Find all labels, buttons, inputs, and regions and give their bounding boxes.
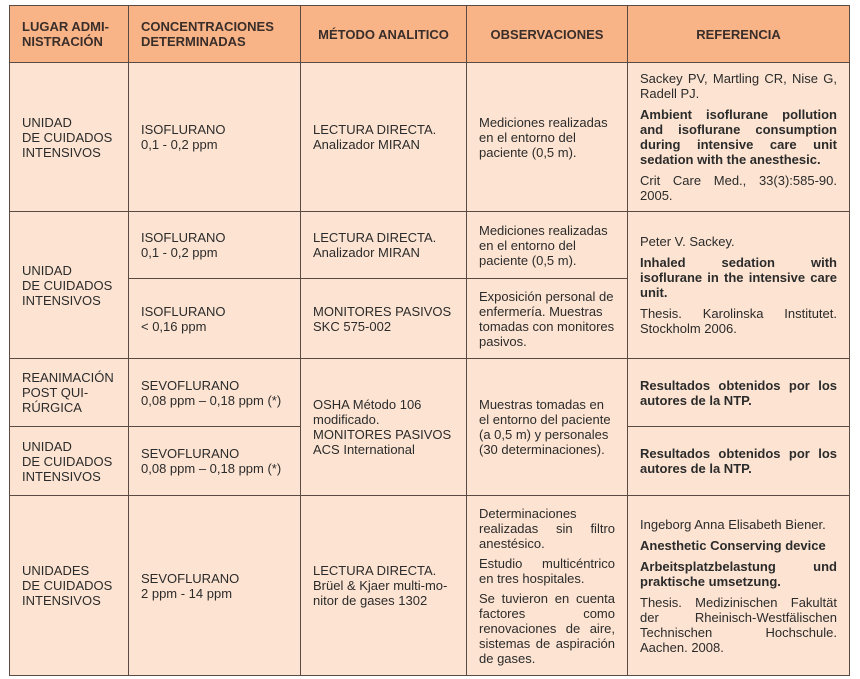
text-line: Analizador MIRAN (313, 137, 420, 152)
text-line: RÚRGICA (22, 400, 82, 415)
text-line: 0,1 - 0,2 ppm (141, 137, 218, 152)
table-row (10, 496, 850, 676)
header-conc-line: DETERMINADAS (141, 34, 246, 49)
ref-authors: Sackey PV, Martling CR, Nise G, Radell PJ. (640, 71, 837, 101)
text-line: MONITORES PASIVOS (313, 303, 452, 319)
obs-paragraph: Se tuvieron en cuenta factores como renovaciones de aire, sistemas de aspiración de gases. (479, 590, 615, 666)
ref-source: Thesis. Karolinska Institutet. Stockholm 2006. (640, 306, 837, 336)
text-line: LECTURA DIRECTA. (313, 122, 437, 137)
text-line: LECTURA DIRECTA. (313, 230, 437, 245)
ref-subtitle: Arbeitsplatzbelastung und praktische umsetzung. (640, 558, 837, 589)
cell-lugar (10, 63, 129, 212)
text-line: UNIDAD (22, 438, 72, 454)
table-row (10, 359, 850, 427)
text-line: 0,1 - 0,2 ppm (141, 245, 218, 260)
ref-title: Inhaled sedation with isoflurane in the intensive care unit. (640, 255, 837, 300)
text-line: Brüel & Kjaer multi-mo- (313, 578, 448, 593)
cell-lugar (10, 212, 129, 359)
cell-referencia (628, 212, 850, 359)
ref-title: Resultados obtenidos por los autores de la NTP. (640, 377, 837, 408)
text-line: ACS International (313, 442, 415, 457)
cell-referencia (628, 427, 850, 496)
text-line: ISOFLURANO (141, 230, 226, 245)
ref-source: Thesis. Medizinischen Fakultät der Rheinisch-Westfälischen Technischen Hochschule. Aachen. 2008. (640, 594, 837, 655)
text-line: INTENSIVOS (22, 468, 101, 484)
cell-lugar (10, 496, 129, 676)
header-concentraciones (129, 6, 301, 63)
header-referencia: REFERENCIA (628, 6, 850, 63)
cell-metodo (301, 279, 467, 359)
cell-concentracion (129, 212, 301, 279)
text-line: ISOFLURANO (141, 303, 226, 319)
cell-concentracion (129, 427, 301, 496)
cell-lugar (10, 359, 129, 427)
text-line: INTENSIVOS (22, 144, 101, 160)
ref-authors: Peter V. Sackey. (640, 234, 735, 249)
cell-referencia (628, 496, 850, 676)
cell-lugar (10, 427, 129, 496)
text-line: MONITORES PASIVOS (313, 427, 452, 442)
text-line: DE CUIDADOS (22, 578, 113, 593)
text-line: LECTURA DIRECTA. (313, 563, 437, 578)
text-line: UNIDAD (22, 114, 72, 130)
cell-observaciones: Exposición personal de enfermería. Muestras tomadas con monitores pasivos. (467, 279, 628, 359)
text-line: ISOFLURANO (141, 122, 226, 137)
ref-title: Ambient isoflurane pollution and isoflurane consumption during intensive care unit sedation with the anesthesic. (640, 107, 837, 167)
text-line: POST QUI- (22, 385, 89, 400)
cell-metodo (301, 63, 467, 212)
cell-concentracion (129, 279, 301, 359)
text-line: INTENSIVOS (22, 292, 101, 308)
header-observaciones: OBSERVACIONES (467, 6, 628, 63)
header-lugar-line: LUGAR ADMI- (22, 19, 109, 34)
cell-metodo (301, 212, 467, 279)
text-line: SKC 575-002 (313, 318, 392, 334)
cell-observaciones (467, 496, 628, 676)
cell-referencia (628, 63, 850, 212)
cell-concentracion (129, 359, 301, 427)
header-conc-line: CONCENTRACIONES (141, 19, 274, 34)
text-line: DE CUIDADOS (22, 277, 113, 293)
cell-concentracion (129, 496, 301, 676)
ref-authors: Ingeborg Anna Elisabeth Biener. (640, 516, 826, 532)
cell-concentracion (129, 63, 301, 212)
text-line: 0,08 ppm – 0,18 ppm (*) (141, 392, 282, 408)
cell-observaciones: Muestras tomadas en el entorno del paciente (a 0,5 m) y personales (30 determinaciones). (467, 359, 628, 496)
text-line: UNIDADES (22, 563, 90, 578)
header-lugar-line: NISTRACIÓN (22, 34, 103, 49)
ref-title: Anesthetic Conserving device (640, 537, 826, 553)
obs-paragraph: Determinaciones realizadas sin filtro anestésico. (479, 505, 615, 551)
cell-observaciones: Mediciones realizadas en el entorno del paciente (0,5 m). (467, 63, 628, 212)
exposure-table (9, 5, 850, 676)
text-line: DE CUIDADOS (22, 453, 113, 469)
header-metodo: MÉTODO ANALITICO (301, 6, 467, 63)
obs-paragraph: Estudio multicéntrico en tres hospitales. (479, 555, 615, 586)
text-line: < 0,16 ppm (141, 318, 207, 334)
text-line: SEVOFLURANO (141, 446, 240, 461)
text-line: nitor de gases 1302 (313, 593, 428, 608)
text-line: modificado. (313, 412, 380, 427)
text-line: Analizador MIRAN (313, 245, 420, 260)
text-line: 2 ppm - 14 ppm (141, 585, 233, 601)
cell-metodo (301, 496, 467, 676)
text-line: 0,08 ppm – 0,18 ppm (*) (141, 461, 282, 476)
text-line: OSHA Método 106 (313, 397, 422, 412)
cell-observaciones: Mediciones realizadas en el entorno del paciente (0,5 m). (467, 212, 628, 279)
ref-title: Resultados obtenidos por los autores de la NTP. (640, 446, 837, 476)
text-line: SEVOFLURANO (141, 377, 240, 393)
text-line: SEVOFLURANO (141, 570, 240, 586)
text-line: INTENSIVOS (22, 593, 101, 608)
text-line: DE CUIDADOS (22, 129, 113, 145)
cell-metodo (301, 359, 467, 496)
table-row (10, 212, 850, 279)
ref-source: Crit Care Med., 33(3):585-90. 2005. (640, 173, 837, 203)
table-row (10, 63, 850, 212)
cell-referencia (628, 359, 850, 427)
text-line: UNIDAD (22, 262, 72, 278)
header-row (10, 6, 850, 63)
header-lugar (10, 6, 129, 63)
text-line: REANIMACIÓN (22, 370, 114, 385)
